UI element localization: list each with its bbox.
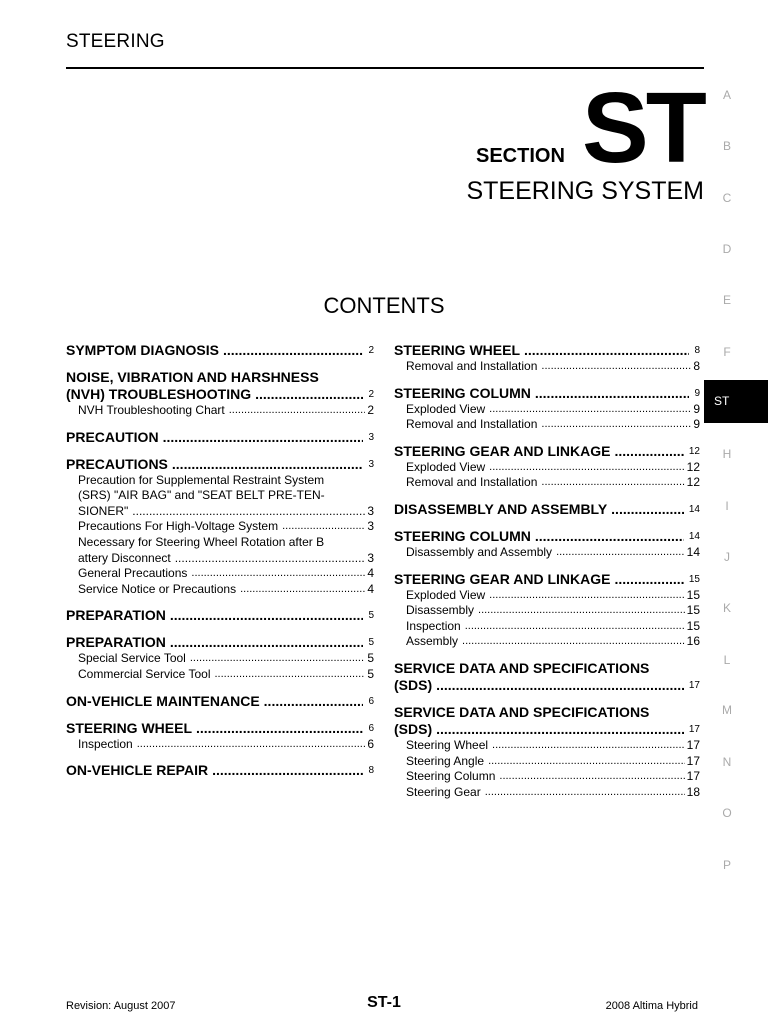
toc-entry-page: 3 [367, 503, 374, 518]
dot-leader [240, 582, 365, 598]
sidebar-section-letter[interactable]: J [724, 550, 730, 564]
toc-entry-page: 9 [693, 401, 700, 416]
dot-leader [223, 342, 363, 359]
toc-entry-label: Assembly [406, 634, 459, 649]
toc-entry-label: STEERING GEAR AND LINKAGE [394, 442, 611, 459]
toc-entry-page: 16 [686, 634, 700, 649]
toc-entry-label: PREPARATION [66, 634, 166, 651]
toc-entry-page: 12 [686, 459, 700, 474]
toc-entry[interactable] [66, 429, 374, 446]
dot-leader [255, 386, 363, 403]
toc-entry-page: 3 [368, 458, 374, 470]
toc-entry[interactable] [394, 603, 700, 619]
toc-entry-label-line: Necessary for Steering Wheel Rotation after B [78, 534, 325, 549]
dot-leader [212, 762, 363, 779]
toc-entry[interactable] [66, 566, 374, 582]
toc-entry-page: 4 [367, 581, 374, 596]
toc-entry[interactable] [394, 545, 700, 561]
toc-entry[interactable] [394, 588, 700, 604]
toc-entry-page: 14 [688, 530, 700, 542]
dot-leader [541, 359, 691, 375]
toc-entry[interactable] [78, 504, 374, 520]
dot-leader [611, 501, 684, 518]
dot-leader [196, 720, 363, 737]
toc-left-column [66, 342, 374, 779]
toc-entry-page: 15 [686, 618, 700, 633]
section-index-sidebar [704, 0, 768, 1024]
toc-entry[interactable] [66, 720, 374, 737]
toc-entry-page: 6 [368, 695, 374, 707]
toc-entry-page: 3 [367, 519, 374, 534]
toc-entry-label: Service Notice or Precautions [78, 581, 237, 596]
toc-entry-page: 15 [686, 603, 700, 618]
toc-entry-label: STEERING COLUMN [394, 527, 531, 544]
sidebar-section-letter[interactable]: P [722, 858, 731, 872]
dot-leader [556, 545, 685, 561]
dot-leader [282, 519, 365, 535]
toc-entry-page: 17 [686, 753, 700, 768]
dot-leader [175, 551, 366, 567]
dot-leader [137, 737, 366, 753]
toc-entry-page: 17 [686, 769, 700, 784]
sidebar-section-letter[interactable]: C [722, 191, 732, 205]
toc-entry-multiline[interactable] [394, 660, 700, 694]
toc-entry-page: 12 [686, 475, 700, 490]
sidebar-section-letter[interactable]: H [722, 447, 732, 461]
dot-leader [489, 588, 684, 604]
toc-entry[interactable] [66, 667, 374, 683]
sidebar-section-letter[interactable]: E [722, 293, 731, 307]
toc-entry[interactable] [66, 386, 374, 403]
section-word: SECTION [476, 145, 565, 167]
toc-entry[interactable] [394, 417, 700, 433]
toc-entry-label: STEERING WHEEL [394, 342, 521, 358]
toc-entry-page: 8 [693, 359, 700, 373]
toc-entry[interactable] [394, 769, 700, 785]
toc-entry-label: Steering Wheel [406, 737, 489, 752]
toc-entry-label: Special Service Tool [78, 651, 186, 666]
toc-entry-page: 2 [367, 403, 374, 417]
toc-entry-label: ON-VEHICLE REPAIR [66, 762, 209, 779]
toc-entry[interactable] [394, 443, 700, 460]
toc-entry-label: (SDS) [394, 720, 433, 737]
toc-entry[interactable] [394, 385, 700, 402]
toc-entry-page: 5 [367, 651, 374, 666]
toc-entry-label: (SDS) [394, 676, 433, 693]
toc-entry-page: 8 [368, 765, 374, 777]
sidebar-section-letter[interactable]: L [723, 653, 731, 667]
toc-entry[interactable] [394, 359, 700, 375]
dot-leader [436, 721, 684, 738]
toc-entry-multiline[interactable] [66, 369, 374, 403]
toc-entry-page: 4 [367, 566, 374, 581]
toc-entry[interactable] [394, 501, 700, 518]
toc-entry-label: Exploded View [406, 401, 486, 416]
toc-entry-page: 18 [686, 784, 700, 799]
sidebar-section-letter[interactable]: N [722, 755, 732, 769]
toc-entry-page: 15 [686, 587, 700, 602]
toc-entry[interactable] [394, 460, 700, 476]
toc-entry-label: Exploded View [406, 587, 486, 602]
toc-entry[interactable] [394, 738, 700, 754]
toc-entry-label-line: Precaution for Supplemental Restraint System [78, 472, 325, 487]
toc-entry-label: Inspection [406, 618, 461, 633]
toc-entry[interactable] [394, 721, 700, 738]
footer-revision: Revision: August 2007 [66, 1000, 176, 1012]
toc-entry[interactable] [66, 693, 374, 710]
toc-entry-multiline[interactable] [66, 535, 374, 566]
toc-entry-label-line: NOISE, VIBRATION AND HARSHNESS [66, 369, 319, 385]
toc-entry-page: 12 [688, 445, 700, 457]
toc-right-column [394, 342, 700, 800]
sidebar-section-letter[interactable]: K [722, 601, 731, 615]
dot-leader [478, 603, 685, 619]
dot-leader [191, 566, 365, 582]
toc-entry-label-line: SERVICE DATA AND SPECIFICATIONS [394, 659, 650, 676]
toc-entry-page: 15 [688, 573, 700, 585]
section-code: ST [582, 72, 704, 184]
toc-entry[interactable] [66, 634, 374, 651]
toc-entry-label: Steering Angle [406, 753, 485, 768]
toc-entry-label: Precautions For High-Voltage System [78, 519, 279, 534]
toc-entry-label: Removal and Installation [406, 417, 538, 432]
toc-entry[interactable] [394, 634, 700, 650]
toc-entry-label: Exploded View [406, 459, 486, 474]
toc-entry-page: 9 [693, 417, 700, 432]
toc-entry[interactable] [394, 785, 700, 801]
toc-entry-page: 14 [686, 544, 700, 559]
toc-entry[interactable] [66, 762, 374, 779]
toc-entry-label: SIONER" [78, 503, 129, 518]
toc-entry-page: 17 [686, 737, 700, 752]
dot-leader [485, 785, 685, 801]
dot-leader [615, 443, 684, 460]
toc-entry-label: STEERING COLUMN [394, 384, 531, 401]
toc-entry[interactable] [394, 528, 700, 545]
toc-entry-label: Removal and Installation [406, 359, 538, 373]
toc-entry-label: Disassembly and Assembly [406, 544, 553, 559]
toc-entry-label: Disassembly [406, 603, 475, 618]
toc-entry-label: STEERING GEAR AND LINKAGE [394, 570, 611, 587]
sidebar-section-letter[interactable]: I [725, 499, 729, 513]
toc-entry[interactable] [66, 582, 374, 598]
toc-entry-label: PREPARATION [66, 607, 166, 624]
header-title: STEERING [66, 31, 165, 52]
dot-leader [163, 429, 364, 446]
dot-leader [170, 634, 364, 651]
toc-entry[interactable] [78, 551, 374, 567]
section-name: STEERING SYSTEM [466, 177, 704, 205]
toc-entry[interactable] [394, 677, 700, 694]
toc-entry[interactable] [66, 519, 374, 535]
toc-entry-page: 8 [694, 345, 700, 356]
toc-entry-label: DISASSEMBLY AND ASSEMBLY [394, 500, 608, 517]
sidebar-section-letter[interactable]: O [722, 806, 732, 820]
toc-entry-multiline[interactable] [394, 704, 700, 738]
toc-entry-multiline[interactable] [66, 473, 374, 520]
dot-leader [462, 634, 685, 650]
sidebar-section-letter[interactable]: A [722, 88, 731, 102]
dot-leader [190, 651, 365, 667]
toc-entry[interactable] [66, 342, 374, 359]
toc-entry[interactable] [394, 754, 700, 770]
toc-entry-page: 17 [688, 679, 700, 691]
dot-leader [170, 607, 364, 624]
dot-leader [524, 342, 689, 359]
dot-leader [541, 475, 684, 491]
toc-entry-page: 14 [688, 503, 700, 515]
toc-entry-label: General Precautions [78, 566, 188, 581]
toc-entry-page: 3 [367, 550, 374, 565]
dot-leader [264, 693, 364, 710]
toc-entry[interactable] [66, 456, 374, 473]
dot-leader [229, 403, 366, 419]
sidebar-section-letter[interactable]: F [723, 345, 731, 359]
toc-entry-page: 6 [368, 722, 374, 734]
toc-entry-label: STEERING WHEEL [66, 719, 193, 736]
toc-entry-page: 2 [368, 389, 374, 400]
toc-entry-label: (NVH) TROUBLESHOOTING [66, 386, 252, 402]
toc-entry[interactable] [394, 402, 700, 418]
toc-entry-page: 5 [368, 610, 374, 622]
toc-entry-label: attery Disconnect [78, 550, 171, 565]
dot-leader [492, 738, 685, 754]
toc-entry-label: SYMPTOM DIAGNOSIS [66, 342, 219, 358]
toc-entry[interactable] [394, 571, 700, 588]
dot-leader [541, 417, 691, 433]
toc-entry-label: Steering Gear [406, 784, 481, 799]
toc-entry-page: 9 [694, 387, 700, 399]
dot-leader [535, 385, 690, 402]
dot-leader [132, 504, 365, 520]
sidebar-section-letter[interactable]: D [722, 242, 732, 256]
toc-entry-label: ON-VEHICLE MAINTENANCE [66, 692, 260, 709]
toc-entry-label-line: SERVICE DATA AND SPECIFICATIONS [394, 703, 650, 720]
toc-entry-label: Removal and Installation [406, 475, 538, 490]
toc-entry[interactable] [66, 607, 374, 624]
toc-entry-label: PRECAUTIONS [66, 455, 168, 472]
toc-entry-page: 5 [367, 666, 374, 681]
toc-entry[interactable] [394, 619, 700, 635]
toc-entry-page: 6 [367, 736, 374, 751]
dot-leader [535, 528, 684, 545]
footer-model: 2008 Altima Hybrid [605, 1000, 698, 1012]
toc-entry-label: Commercial Service Tool [78, 666, 211, 681]
header-rule [66, 67, 704, 69]
sidebar-tab-active[interactable] [704, 380, 768, 423]
contents-title: CONTENTS [323, 293, 445, 318]
dot-leader [215, 667, 366, 683]
toc-entry-page: 2 [368, 345, 374, 356]
dot-leader [489, 402, 691, 418]
dot-leader [172, 456, 364, 473]
dot-leader [465, 619, 685, 635]
dot-leader [499, 769, 684, 785]
toc-entry-label: Inspection [78, 736, 133, 751]
toc-entry[interactable] [66, 403, 374, 419]
toc-entry-page: 5 [368, 637, 374, 649]
sidebar-tab-label: ST [714, 394, 730, 408]
dot-leader [436, 677, 684, 694]
toc-entry-label-line: (SRS) "AIR BAG" and "SEAT BELT PRE-TEN- [78, 488, 325, 503]
toc-entry-page: 17 [688, 723, 700, 735]
toc-entry[interactable] [394, 475, 700, 491]
toc-entry[interactable] [66, 737, 374, 753]
dot-leader [615, 571, 684, 588]
footer-page-number: ST-1 [367, 994, 401, 1011]
dot-leader [489, 460, 684, 476]
toc-entry[interactable] [394, 342, 700, 359]
toc-entry-page: 3 [368, 431, 374, 443]
toc-entry-label: PRECAUTION [66, 428, 159, 445]
sidebar-section-letter[interactable]: M [722, 703, 732, 717]
toc-entry-label: NVH Troubleshooting Chart [78, 403, 225, 417]
toc-entry-label: Steering Column [406, 769, 496, 784]
dot-leader [488, 754, 685, 770]
sidebar-section-letter[interactable]: B [722, 139, 731, 153]
toc-entry[interactable] [66, 651, 374, 667]
